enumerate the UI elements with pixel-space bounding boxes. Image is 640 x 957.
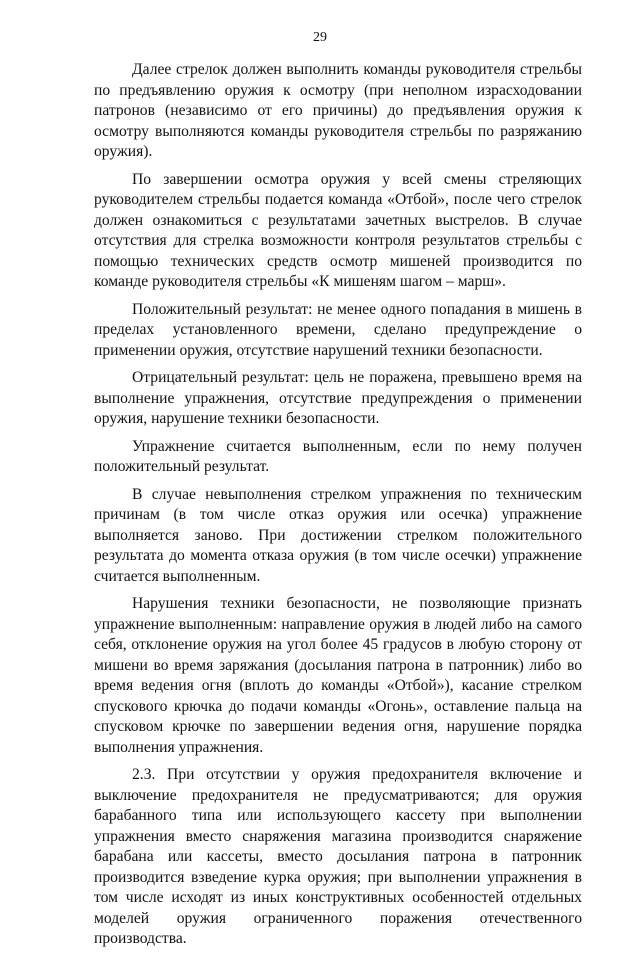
paragraph-negative-result: Отрицательный результат: цель не поражена, превышено время на выполнение упражнения, отсутствие предупреждения о применении оружия, нарушение техники безопасности. xyxy=(94,369,582,427)
paragraph-technical-failure: В случае невыполнения стрелком упражнения по техническим причинам (в том числе отказ оружия или осечка) упражнение выполняется заново. При достижении стрелком положительного результата до момента отказа оружия (в том числе осечки) упражнение считается выполненным. xyxy=(94,485,582,585)
body-text xyxy=(94,60,582,957)
paragraph-inspection-commands: Далее стрелок должен выполнить команды руководителя стрельбы по предъявлению оружия к осмотру (при неполном израсходовании патронов (независимо от его причины) до предъявления оружия к осмотру выполняются команды руководителя стрельбы по разряжанию оружия). xyxy=(94,61,582,160)
paragraph-exercise-completed: Упражнение считается выполненным, если по нему получен положительный результат. xyxy=(94,437,582,475)
paragraph-stand-down-command: По завершении осмотра оружия у всей смены стреляющих руководителем стрельбы подается команда «Отбой», после чего стрелок должен ознакомиться с результатами зачетных выстрелов. В случае отсутствия для стрелка возможности контроля результатов стрельбы с помощью технических средств осмотр мишеней производится по команде руководителя стрельбы «К мишеням шагом – марш». xyxy=(94,170,582,290)
page-number: 29 xyxy=(313,30,327,45)
paragraph-section-2-3: 2.3. При отсутствии у оружия предохранителя включение и выключение предохранителя не предусматриваются; для оружия барабанного типа или использующего кассету при выполнении упражнения вместо снаряжения магазина производится снаряжение барабана или кассеты, вместо досылания патрона в патронник производится взведение курка оружия; при выполнении упражнения в том числе исходят из иных конструктивных особенностей отдельных моделей оружия ограниченного поражения отечественного производства. xyxy=(94,766,582,947)
paragraph-positive-result: Положительный результат: не менее одного попадания в мишень в пределах установленного времени, сделано предупреждение о применении оружия, отсутствие нарушений техники безопасности. xyxy=(94,300,582,359)
paragraph-safety-violations: Нарушения техники безопасности, не позволяющие признать упражнение выполненным: направление оружия в людей либо на самого себя, отклонение оружия на угол более 45 градусов в любую сторону от мишени во время заряжания (досылания патрона в патронник) либо во время ведения огня (вплоть до команды «Отбой»), касание стрелком спускового крючка до подачи команды «Огонь», оставление пальца на спусковом крючке по завершении ведения огня, нарушение порядка выполнения упражнения. xyxy=(94,595,582,756)
